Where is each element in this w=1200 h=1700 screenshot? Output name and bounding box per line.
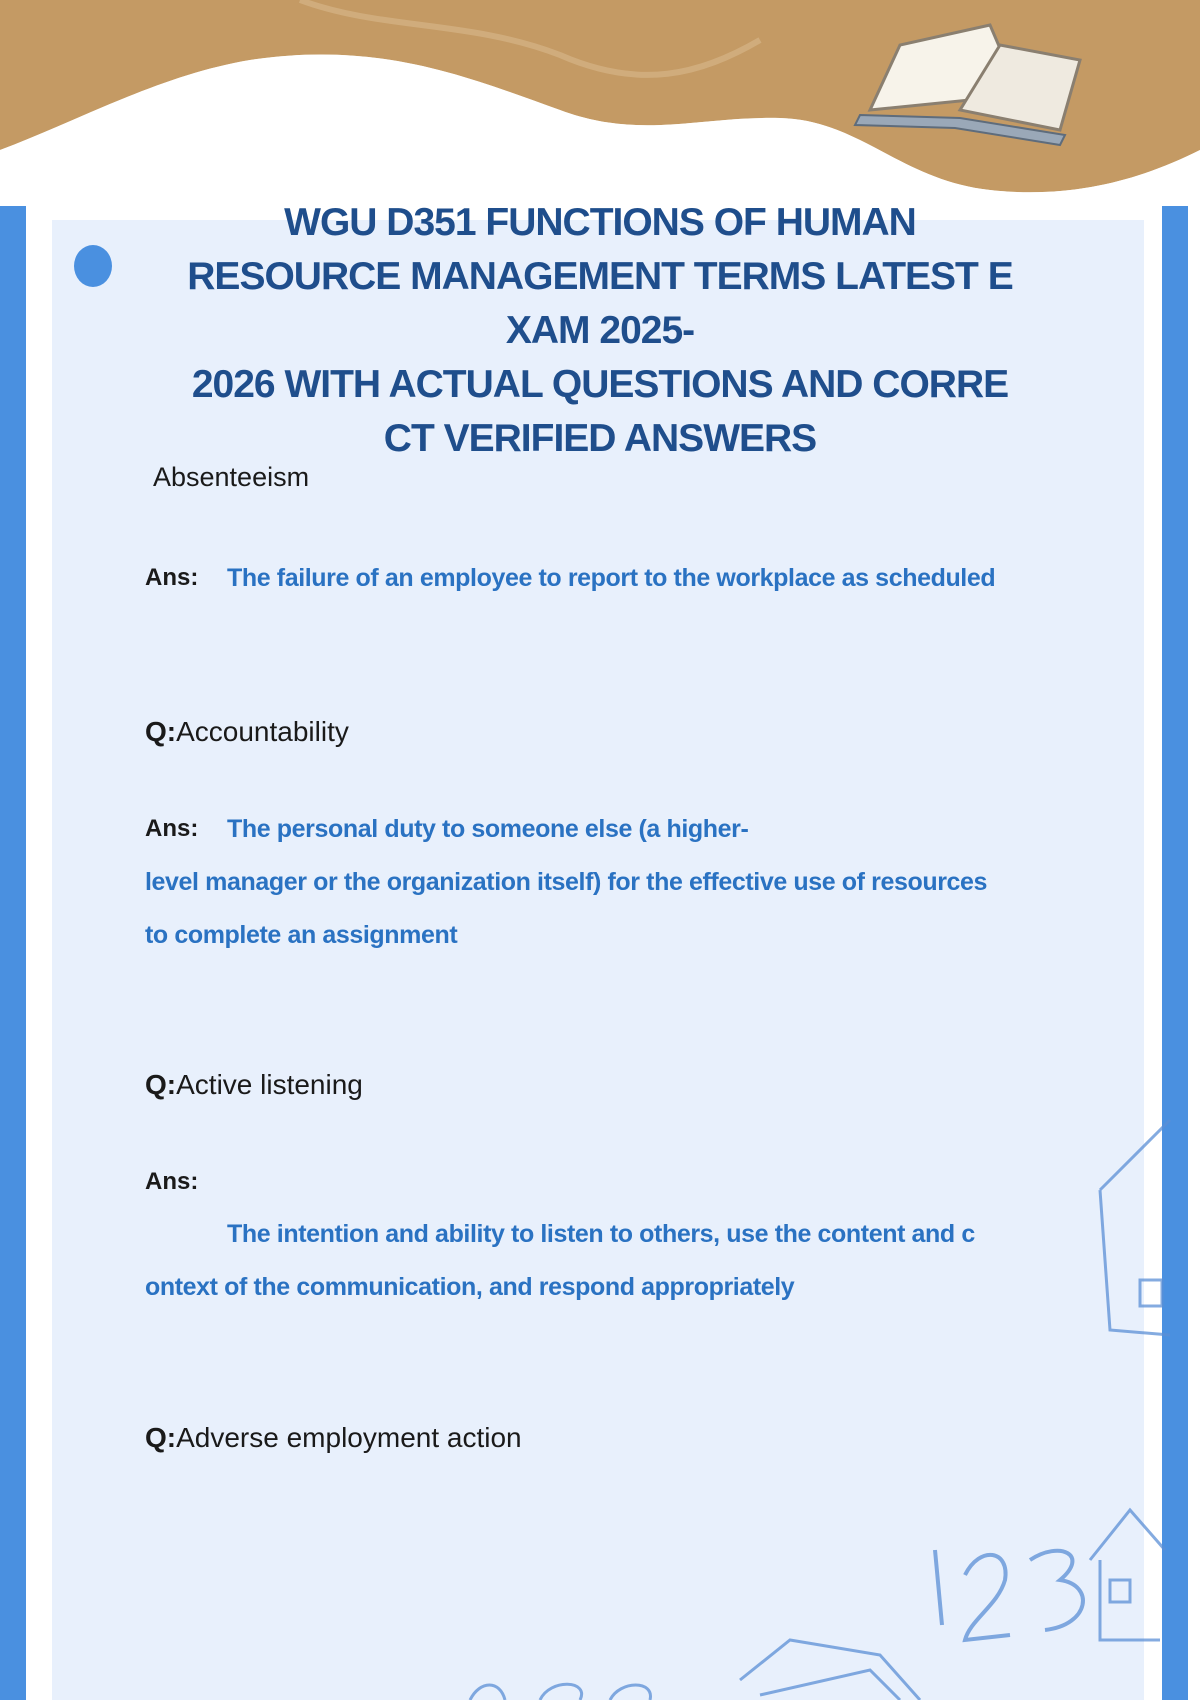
title-line: 2026 WITH ACTUAL QUESTIONS AND CORRE [191,363,1009,406]
bullet-dot [74,245,112,287]
answer-label: Ans: [145,815,199,842]
question-label: Q: [145,1069,177,1100]
question-text: Active listening [176,1069,363,1100]
answer-text: The personal duty to someone else (a higher- level manager or the organization itself) for the effective use of resources to complete an assignment [145,815,988,949]
question-text: Adverse employment action [176,1422,522,1453]
question-item [145,1069,363,1101]
title-line: CT VERIFIED ANSWERS [383,417,817,460]
answer-text: The intention and ability to listen to others, use the content and c ontext of the communication, and respond appropriately [145,1220,975,1301]
question-label: Q: [145,716,177,747]
header-wave-decoration [0,0,1200,215]
answer-label: Ans: [145,1168,199,1195]
answer-text: The failure of an employee to report to the workplace as scheduled [227,564,996,592]
question-text: Accountability [176,716,349,747]
term-absenteeism: Absenteeism [153,462,310,492]
title-line: RESOURCE MANAGEMENT TERMS LATEST E [187,255,1013,298]
title-line: XAM 2025- [505,309,695,352]
question-item [145,716,349,748]
answer-label: Ans: [145,564,199,591]
title-line: WGU D351 FUNCTIONS OF HUMAN [284,201,916,244]
document-title [120,196,1080,466]
question-label: Q: [145,1422,177,1453]
question-item [145,1422,522,1454]
